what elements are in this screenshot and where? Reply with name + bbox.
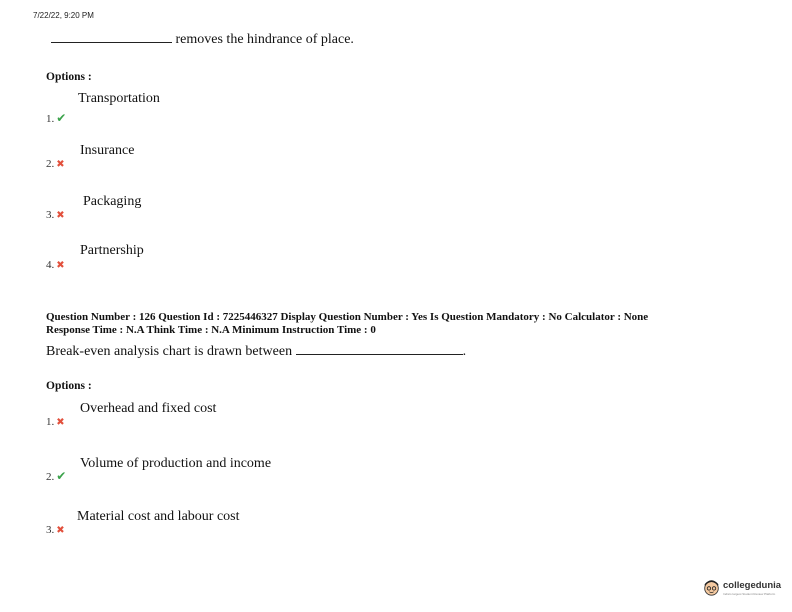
answer-blank xyxy=(296,344,463,355)
logo-tagline: India's largest Student Review Platform xyxy=(723,591,776,596)
cross-icon: ✖ xyxy=(56,159,65,170)
options-heading-q1: Options : xyxy=(46,71,92,83)
q2-option-2-marker xyxy=(46,469,66,483)
cross-icon: ✖ xyxy=(56,210,65,221)
q2-option-2-number: 2. xyxy=(46,471,55,483)
checkmark-icon: ✔ xyxy=(56,111,67,125)
cross-icon: ✖ xyxy=(56,260,65,271)
checkmark-icon: ✔ xyxy=(56,469,67,483)
cross-icon: ✖ xyxy=(56,417,65,428)
print-timestamp: 7/22/22, 9:20 PM xyxy=(33,11,94,20)
question-2-text: Break-even analysis chart is drawn between xyxy=(46,344,293,359)
question-1-text: removes the hindrance of place. xyxy=(175,32,354,47)
options-heading-q2: Options : xyxy=(46,380,92,392)
q1-option-2-text: Insurance xyxy=(80,143,135,158)
q1-option-2-number: 2. xyxy=(46,158,55,170)
question-2-meta-line-2: Response Time : N.A Think Time : N.A Minimum Instruction Time : 0 xyxy=(46,324,376,336)
question-1-text-line xyxy=(51,32,354,48)
q2-option-3-number: 3. xyxy=(46,524,55,536)
q2-option-1-number: 1. xyxy=(46,416,55,428)
q1-option-3-marker xyxy=(46,209,65,221)
q2-option-3-text: Material cost and labour cost xyxy=(77,509,240,524)
question-2-text-line xyxy=(46,344,466,360)
question-2-metadata xyxy=(46,311,648,337)
q2-option-1-marker xyxy=(46,416,65,428)
answer-blank xyxy=(51,32,172,43)
logo-wordmark: collegedunia xyxy=(723,579,782,591)
q1-option-2-marker xyxy=(46,158,65,170)
q1-option-1-number: 1. xyxy=(46,113,55,125)
q2-option-2-text: Volume of production and income xyxy=(80,456,272,471)
q2-option-3-marker xyxy=(46,524,65,536)
question-2-text-end: . xyxy=(462,344,467,359)
cross-icon: ✖ xyxy=(56,525,65,536)
question-2-meta-line-1: Question Number : 126 Question Id : 7225446327 Display Question Number : Yes Is Question Mandatory : No Calculator : None xyxy=(46,311,649,323)
q1-option-1-text: Transportation xyxy=(78,91,160,106)
collegedunia-logo xyxy=(703,579,781,596)
q1-option-4-marker xyxy=(46,259,65,271)
q1-option-4-number: 4. xyxy=(46,259,55,271)
q1-option-3-text: Packaging xyxy=(83,194,142,209)
mascot-icon xyxy=(703,579,720,596)
q2-option-1-text: Overhead and fixed cost xyxy=(80,401,217,416)
q1-option-3-number: 3. xyxy=(46,209,55,221)
q1-option-4-text: Partnership xyxy=(80,243,144,258)
q1-option-1-marker xyxy=(46,111,66,125)
